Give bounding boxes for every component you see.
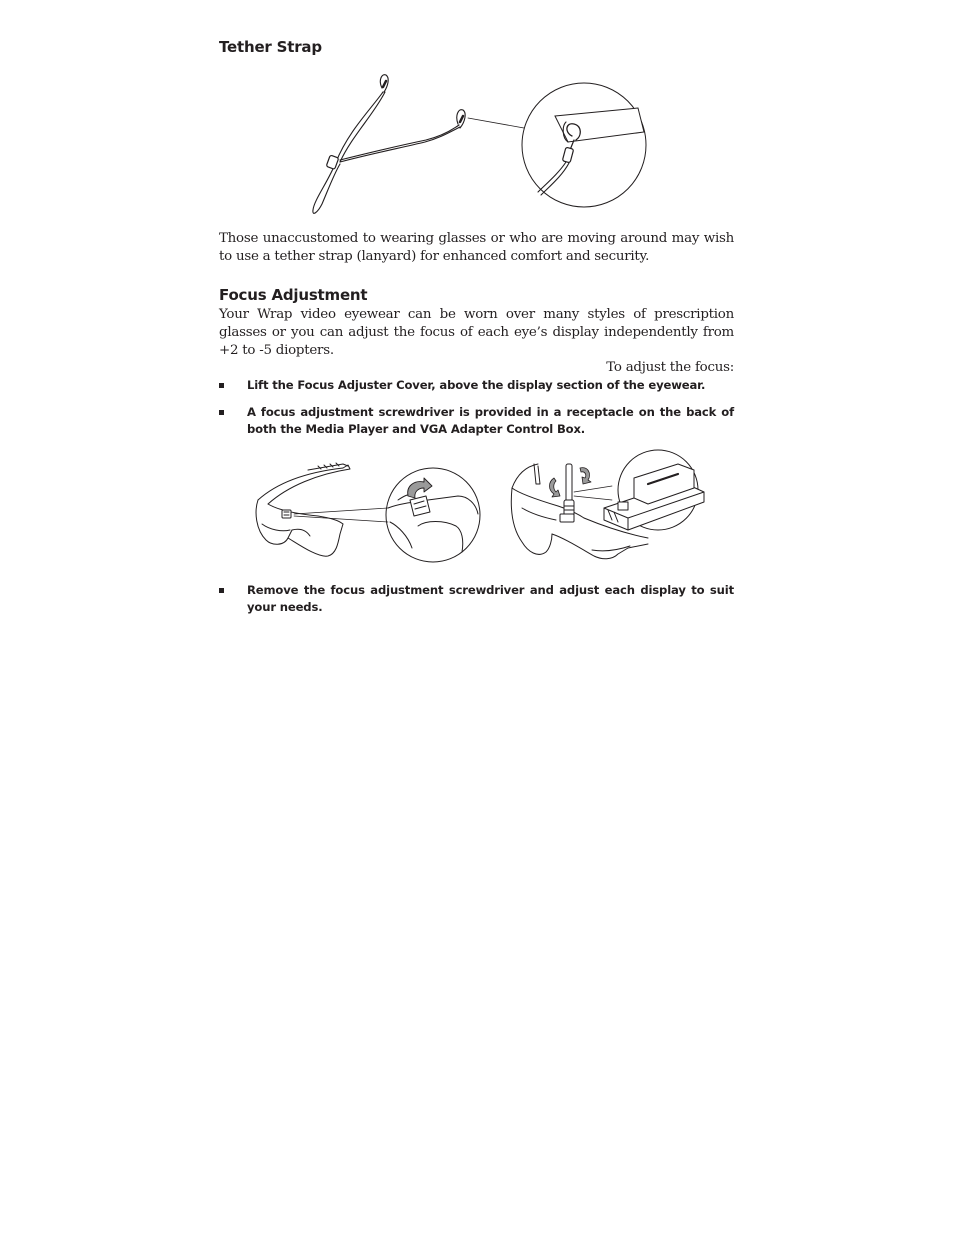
focus-instructions-intro: To adjust the focus: <box>606 360 734 375</box>
screwdriver-illustration <box>508 448 708 573</box>
focus-cover-illustration <box>248 460 483 570</box>
focus-step-2 <box>219 404 734 438</box>
focus-step-text: Remove the focus adjustment screwdriver and adjust each display to suit your needs. <box>247 583 734 614</box>
tether-strap-description: Those unaccustomed to wearing glasses or who are moving around may wish to use a tether strap (lanyard) for enhanced comfort and security. <box>219 231 734 264</box>
focus-step-1 <box>219 377 734 394</box>
bullet-square-icon <box>219 588 224 593</box>
bullet-square-icon <box>219 383 224 388</box>
focus-step-3 <box>219 582 734 616</box>
tether-strap-heading: Tether Strap <box>219 38 322 56</box>
focus-step-text: Lift the Focus Adjuster Cover, above the display section of the eyewear. <box>247 378 706 392</box>
focus-step-text: A focus adjustment screwdriver is provided in a receptacle on the back of both the Media Player and VGA Adapter Control Box. <box>247 405 734 436</box>
focus-adjustment-description: Your Wrap video eyewear can be worn over many styles of prescription glasses or you can adjust the focus of each eye’s display independently from +2 to -5 diopters. <box>219 307 734 358</box>
bullet-square-icon <box>219 410 224 415</box>
tether-strap-illustration <box>300 70 650 220</box>
focus-adjustment-heading: Focus Adjustment <box>219 286 368 304</box>
